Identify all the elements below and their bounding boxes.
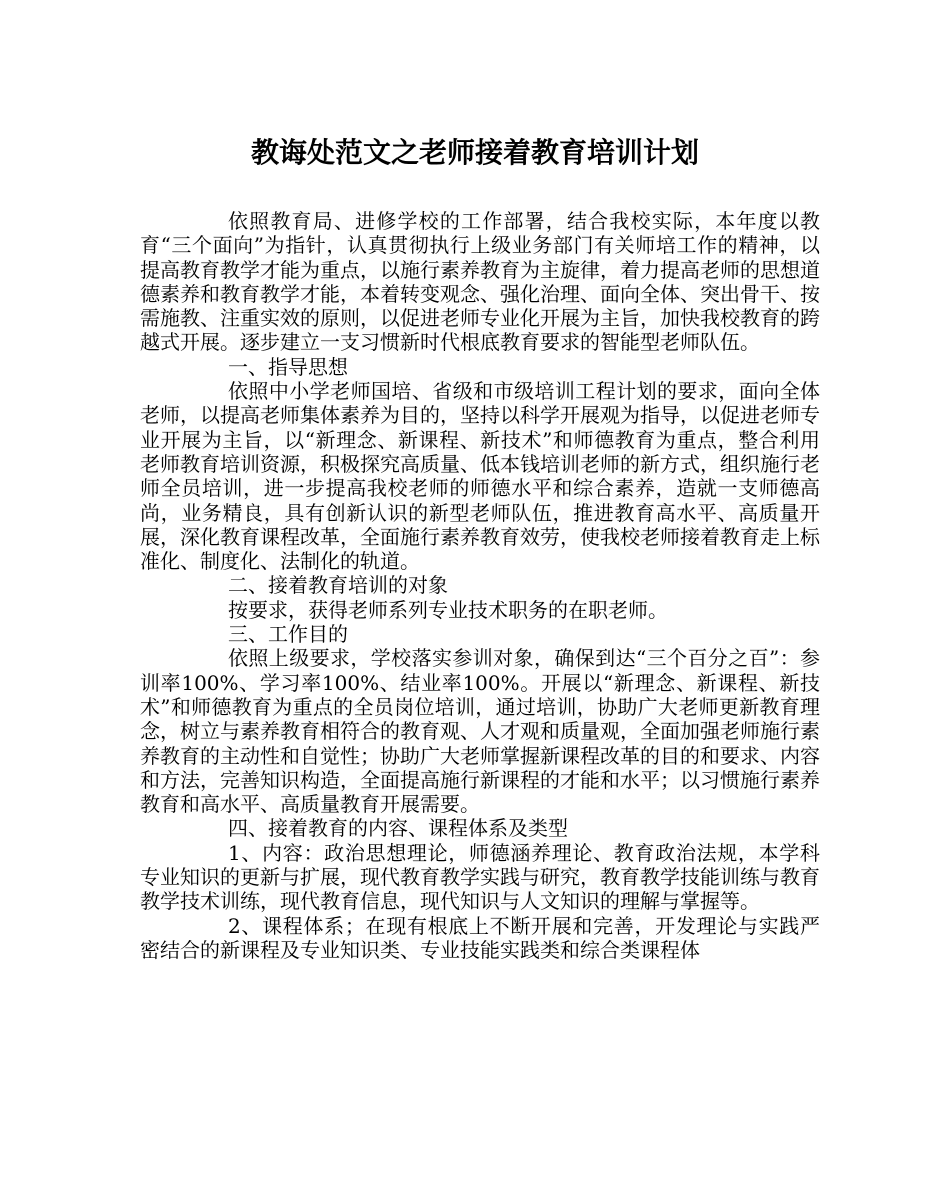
- document-title: 教诲处范文之老师接着教育培训计划: [250, 136, 699, 169]
- heading-work-goals: 三、工作目的: [228, 622, 348, 647]
- heading-guiding-ideology: 一、指导思想: [228, 354, 348, 379]
- paragraph-guiding-ideology: 依照中小学老师国培、省级和市级培训工程计划的要求，面向全体老师，以提高老师集体素养为目的，坚持以科学开展观为指导，以促进老师专业开展为主旨，以“新理念、新课程、新技术”和师德教育为重点，整合利用老师教育培训资源，积极探究高质量、低本钱培训老师的新方式，组织施行老师全员培训，进一步提高我校老师的师德水平和综合素养，造就一支师德高尚，业务精良，具有创新认识的新型老师队伍，推进教育高水平、高质量开展，深化教育课程改革，全面施行素养教育效劳，使我校老师接着教育走上标准化、制度化、法制化的轨道。: [140, 379, 820, 574]
- paragraph-intro: 依照教育局、进修学校的工作部署，结合我校实际，本年度以教育“三个面向”为指针，认真贯彻执行上级业务部门有关师培工作的精神，以提高教育教学才能为重点，以施行素养教育为主旋律，着力提高老师的思想道德素养和教育教学才能，本着转变观念、强化治理、面向全体、突出骨干、按需施教、注重实效的原则，以促进老师专业化开展为主旨，加快我校教育的跨越式开展。逐步建立一支习惯新时代根底教育要求的智能型老师队伍。: [140, 209, 820, 355]
- document-body: [140, 209, 820, 962]
- heading-training-target: 二、接着教育培训的对象: [228, 573, 448, 598]
- paragraph-content: 1、内容：政治思想理论，师德涵养理论、教育政治法规，本学科专业知识的更新与扩展，现代教育教学实践与研究，教育教学技能训练与教育教学技术训练，现代教育信息，现代知识与人文知识的理解与掌握等。: [140, 840, 820, 914]
- paragraph-training-target: 按要求，获得老师系列专业技术职务的在职老师。: [228, 597, 668, 622]
- paragraph-work-goals: 依照上级要求，学校落实参训对象，确保到达“三个百分之百”：参训率100%、学习率100%、结业率100%。开展以“新理念、新课程、新技术”和师德教育为重点的全员岗位培训，通过培训，协助广大老师更新教育理念，树立与素养教育相符合的教育观、人才观和质量观，全面加强老师施行素养教育的主动性和自觉性；协助广大老师掌握新课程改革的目的和要求、内容和方法，完善知识构造，全面提高施行新课程的才能和水平；以习惯施行素养教育和高水平、高质量教育开展需要。: [140, 646, 820, 817]
- heading-content-curriculum: 四、接着教育的内容、课程体系及类型: [228, 816, 568, 841]
- paragraph-curriculum-system: 2、课程体系；在现有根底上不断开展和完善，开发理论与实践严密结合的新课程及专业知识类、专业技能实践类和综合类课程体: [140, 913, 820, 962]
